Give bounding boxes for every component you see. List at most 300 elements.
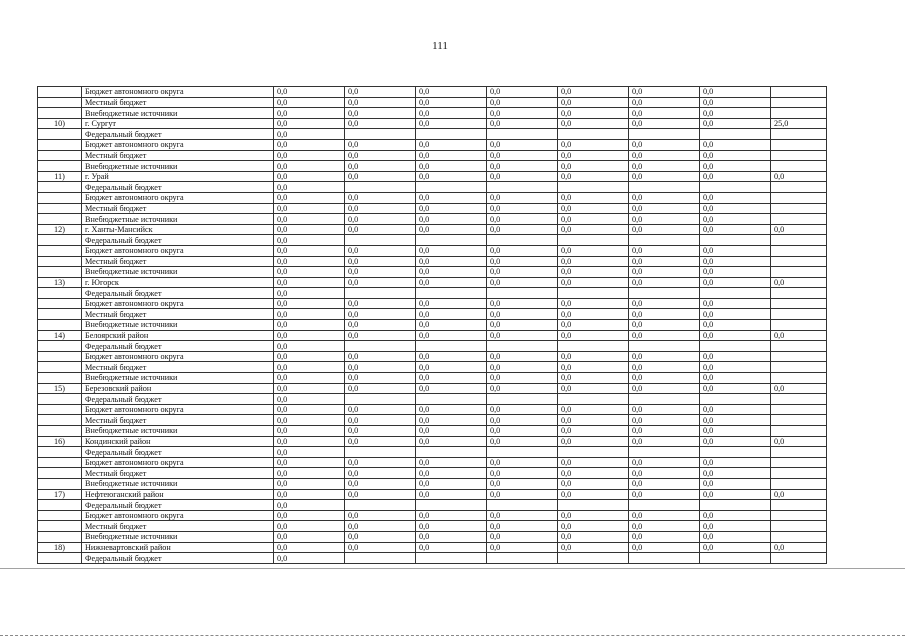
value-cell xyxy=(700,553,771,564)
value-cell: 0,0 xyxy=(345,224,416,235)
table-row xyxy=(38,457,827,468)
row-name: Федеральный бюджет xyxy=(82,129,274,140)
value-cell xyxy=(771,457,827,468)
value-cell xyxy=(771,256,827,267)
table-row xyxy=(38,478,827,489)
value-cell: 0,0 xyxy=(274,447,345,458)
value-cell: 0,0 xyxy=(416,267,487,278)
value-cell: 0,0 xyxy=(274,298,345,309)
value-cell xyxy=(700,394,771,405)
value-cell xyxy=(487,500,558,511)
value-cell xyxy=(629,182,700,193)
value-cell: 0,0 xyxy=(558,383,629,394)
value-cell: 0,0 xyxy=(700,373,771,384)
value-cell: 0,0 xyxy=(345,245,416,256)
value-cell: 0,0 xyxy=(700,468,771,479)
value-cell: 0,0 xyxy=(416,362,487,373)
value-cell: 0,0 xyxy=(700,150,771,161)
row-number: 12) xyxy=(38,224,82,235)
value-cell: 0,0 xyxy=(274,245,345,256)
value-cell: 0,0 xyxy=(416,309,487,320)
value-cell: 0,0 xyxy=(558,457,629,468)
table-row xyxy=(38,214,827,225)
row-name: Внебюджетные источники xyxy=(82,478,274,489)
value-cell: 0,0 xyxy=(700,108,771,119)
value-cell xyxy=(558,341,629,352)
value-cell: 0,0 xyxy=(700,139,771,150)
value-cell: 0,0 xyxy=(558,277,629,288)
value-cell xyxy=(416,447,487,458)
row-name: Внебюджетные источники xyxy=(82,161,274,172)
row-number xyxy=(38,341,82,352)
value-cell: 0,0 xyxy=(274,267,345,278)
table-row-municipality xyxy=(38,489,827,500)
value-cell xyxy=(771,362,827,373)
value-cell: 0,0 xyxy=(700,330,771,341)
value-cell: 0,0 xyxy=(700,203,771,214)
value-cell xyxy=(771,351,827,362)
row-name: Федеральный бюджет xyxy=(82,394,274,405)
value-cell xyxy=(629,235,700,246)
value-cell: 0,0 xyxy=(345,118,416,129)
value-cell: 0,0 xyxy=(416,415,487,426)
value-cell xyxy=(629,394,700,405)
value-cell: 0,0 xyxy=(487,415,558,426)
value-cell xyxy=(558,235,629,246)
row-name: г. Югорск xyxy=(82,277,274,288)
value-cell: 0,0 xyxy=(416,489,487,500)
value-cell: 0,0 xyxy=(629,224,700,235)
row-name: Местный бюджет xyxy=(82,521,274,532)
row-name: Федеральный бюджет xyxy=(82,500,274,511)
value-cell xyxy=(771,298,827,309)
value-cell: 0,0 xyxy=(487,256,558,267)
row-name: Бюджет автономного округа xyxy=(82,404,274,415)
value-cell xyxy=(487,182,558,193)
value-cell xyxy=(771,235,827,246)
table-row xyxy=(38,426,827,437)
value-cell xyxy=(558,129,629,140)
value-cell: 0,0 xyxy=(487,108,558,119)
value-cell: 0,0 xyxy=(274,182,345,193)
value-cell: 0,0 xyxy=(345,192,416,203)
table-row xyxy=(38,235,827,246)
value-cell: 0,0 xyxy=(558,214,629,225)
value-cell xyxy=(345,500,416,511)
value-cell: 0,0 xyxy=(629,351,700,362)
value-cell: 0,0 xyxy=(629,330,700,341)
table-row xyxy=(38,521,827,532)
value-cell: 0,0 xyxy=(629,97,700,108)
row-name: Местный бюджет xyxy=(82,415,274,426)
value-cell: 0,0 xyxy=(416,468,487,479)
value-cell: 0,0 xyxy=(487,161,558,172)
row-number xyxy=(38,235,82,246)
value-cell: 0,0 xyxy=(558,489,629,500)
value-cell: 0,0 xyxy=(274,320,345,331)
value-cell xyxy=(771,108,827,119)
row-number xyxy=(38,108,82,119)
value-cell: 0,0 xyxy=(700,436,771,447)
row-name: Федеральный бюджет xyxy=(82,288,274,299)
row-number xyxy=(38,97,82,108)
value-cell xyxy=(771,415,827,426)
value-cell: 0,0 xyxy=(487,309,558,320)
value-cell xyxy=(771,341,827,352)
value-cell: 0,0 xyxy=(487,214,558,225)
row-name: Бюджет автономного округа xyxy=(82,139,274,150)
value-cell: 0,0 xyxy=(629,298,700,309)
value-cell: 0,0 xyxy=(487,298,558,309)
row-name: г. Ханты-Мансийск xyxy=(82,224,274,235)
value-cell: 0,0 xyxy=(345,214,416,225)
value-cell: 0,0 xyxy=(629,150,700,161)
row-name: Бюджет автономного округа xyxy=(82,87,274,98)
table-row-municipality xyxy=(38,330,827,341)
value-cell: 0,0 xyxy=(416,245,487,256)
value-cell: 0,0 xyxy=(345,309,416,320)
value-cell: 0,0 xyxy=(345,373,416,384)
value-cell: 0,0 xyxy=(416,457,487,468)
value-cell: 0,0 xyxy=(487,224,558,235)
table-row-municipality xyxy=(38,224,827,235)
row-name: Внебюджетные источники xyxy=(82,267,274,278)
table-row xyxy=(38,341,827,352)
value-cell: 0,0 xyxy=(274,235,345,246)
value-cell: 0,0 xyxy=(629,436,700,447)
table-row xyxy=(38,97,827,108)
value-cell: 0,0 xyxy=(345,521,416,532)
row-number xyxy=(38,161,82,172)
row-number: 13) xyxy=(38,277,82,288)
row-name: Бюджет автономного округа xyxy=(82,457,274,468)
table-row xyxy=(38,129,827,140)
value-cell xyxy=(771,478,827,489)
value-cell: 0,0 xyxy=(274,404,345,415)
table-row xyxy=(38,320,827,331)
value-cell xyxy=(487,553,558,564)
value-cell: 0,0 xyxy=(487,150,558,161)
value-cell xyxy=(345,182,416,193)
value-cell: 0,0 xyxy=(416,87,487,98)
value-cell: 0,0 xyxy=(629,214,700,225)
value-cell: 0,0 xyxy=(345,457,416,468)
value-cell: 0,0 xyxy=(274,224,345,235)
value-cell: 0,0 xyxy=(558,108,629,119)
row-number: 10) xyxy=(38,118,82,129)
table-row xyxy=(38,87,827,98)
value-cell xyxy=(487,394,558,405)
value-cell: 0,0 xyxy=(345,478,416,489)
row-name: Внебюджетные источники xyxy=(82,426,274,437)
value-cell: 0,0 xyxy=(771,277,827,288)
value-cell: 0,0 xyxy=(487,245,558,256)
value-cell: 0,0 xyxy=(558,203,629,214)
value-cell: 0,0 xyxy=(629,404,700,415)
value-cell: 0,0 xyxy=(274,394,345,405)
value-cell: 0,0 xyxy=(487,351,558,362)
value-cell: 0,0 xyxy=(771,542,827,553)
value-cell: 0,0 xyxy=(558,161,629,172)
row-name: Бюджет автономного округа xyxy=(82,298,274,309)
row-name: Местный бюджет xyxy=(82,309,274,320)
scan-artifact-edge xyxy=(0,635,905,636)
value-cell: 0,0 xyxy=(558,415,629,426)
row-name: Бюджет автономного округа xyxy=(82,510,274,521)
value-cell: 0,0 xyxy=(274,171,345,182)
value-cell xyxy=(416,341,487,352)
row-name: Федеральный бюджет xyxy=(82,182,274,193)
row-name: Бюджет автономного округа xyxy=(82,245,274,256)
value-cell: 0,0 xyxy=(487,192,558,203)
value-cell: 0,0 xyxy=(700,383,771,394)
value-cell: 0,0 xyxy=(487,373,558,384)
value-cell: 0,0 xyxy=(345,489,416,500)
row-name: Федеральный бюджет xyxy=(82,235,274,246)
value-cell xyxy=(771,553,827,564)
row-name: Местный бюджет xyxy=(82,150,274,161)
value-cell: 0,0 xyxy=(274,108,345,119)
value-cell: 0,0 xyxy=(345,383,416,394)
table-row xyxy=(38,139,827,150)
value-cell: 0,0 xyxy=(700,542,771,553)
value-cell xyxy=(771,192,827,203)
value-cell: 0,0 xyxy=(700,510,771,521)
table-row xyxy=(38,510,827,521)
value-cell: 0,0 xyxy=(274,436,345,447)
page-number: 111 xyxy=(432,40,448,52)
value-cell: 0,0 xyxy=(558,521,629,532)
value-cell: 0,0 xyxy=(416,510,487,521)
table-row xyxy=(38,362,827,373)
value-cell xyxy=(629,288,700,299)
value-cell: 0,0 xyxy=(558,373,629,384)
value-cell: 0,0 xyxy=(487,87,558,98)
value-cell: 0,0 xyxy=(345,542,416,553)
row-name: Федеральный бюджет xyxy=(82,553,274,564)
value-cell: 0,0 xyxy=(345,267,416,278)
value-cell xyxy=(345,341,416,352)
value-cell: 0,0 xyxy=(629,161,700,172)
value-cell: 0,0 xyxy=(700,362,771,373)
value-cell xyxy=(416,394,487,405)
row-name: Внебюджетные источники xyxy=(82,373,274,384)
value-cell xyxy=(487,341,558,352)
value-cell: 0,0 xyxy=(487,139,558,150)
value-cell: 0,0 xyxy=(558,192,629,203)
row-number xyxy=(38,351,82,362)
value-cell: 0,0 xyxy=(629,415,700,426)
row-number: 17) xyxy=(38,489,82,500)
row-number xyxy=(38,288,82,299)
row-number xyxy=(38,373,82,384)
value-cell xyxy=(771,87,827,98)
value-cell xyxy=(487,129,558,140)
value-cell: 0,0 xyxy=(558,531,629,542)
value-cell: 0,0 xyxy=(629,489,700,500)
value-cell: 0,0 xyxy=(274,192,345,203)
value-cell: 0,0 xyxy=(700,118,771,129)
row-name: Нижневартовский район xyxy=(82,542,274,553)
value-cell: 0,0 xyxy=(416,214,487,225)
value-cell: 0,0 xyxy=(487,468,558,479)
value-cell: 0,0 xyxy=(416,478,487,489)
value-cell xyxy=(700,288,771,299)
value-cell: 0,0 xyxy=(558,118,629,129)
value-cell: 0,0 xyxy=(416,298,487,309)
value-cell: 0,0 xyxy=(700,426,771,437)
value-cell: 0,0 xyxy=(345,161,416,172)
value-cell: 0,0 xyxy=(700,404,771,415)
value-cell: 0,0 xyxy=(416,277,487,288)
row-name: Березовский район xyxy=(82,383,274,394)
row-name: Внебюджетные источники xyxy=(82,214,274,225)
value-cell: 0,0 xyxy=(700,309,771,320)
value-cell: 0,0 xyxy=(629,478,700,489)
value-cell: 0,0 xyxy=(558,478,629,489)
value-cell: 0,0 xyxy=(629,245,700,256)
table-row xyxy=(38,415,827,426)
table-row xyxy=(38,150,827,161)
value-cell: 0,0 xyxy=(274,129,345,140)
value-cell: 0,0 xyxy=(274,150,345,161)
row-number xyxy=(38,192,82,203)
value-cell: 0,0 xyxy=(274,362,345,373)
row-name: Внебюджетные источники xyxy=(82,108,274,119)
value-cell: 0,0 xyxy=(629,320,700,331)
value-cell: 0,0 xyxy=(274,542,345,553)
row-name: Нефтеюганский район xyxy=(82,489,274,500)
value-cell: 0,0 xyxy=(274,309,345,320)
value-cell: 0,0 xyxy=(274,468,345,479)
row-number: 11) xyxy=(38,171,82,182)
row-number xyxy=(38,256,82,267)
value-cell xyxy=(771,521,827,532)
value-cell: 0,0 xyxy=(345,426,416,437)
row-name: Федеральный бюджет xyxy=(82,341,274,352)
value-cell: 0,0 xyxy=(700,415,771,426)
value-cell: 0,0 xyxy=(274,510,345,521)
value-cell: 0,0 xyxy=(416,150,487,161)
table-row xyxy=(38,245,827,256)
row-name: Белоярский район xyxy=(82,330,274,341)
value-cell: 0,0 xyxy=(274,97,345,108)
value-cell: 0,0 xyxy=(629,256,700,267)
table-row xyxy=(38,298,827,309)
value-cell: 0,0 xyxy=(700,277,771,288)
value-cell xyxy=(345,394,416,405)
value-cell: 0,0 xyxy=(345,150,416,161)
row-number: 14) xyxy=(38,330,82,341)
value-cell xyxy=(558,182,629,193)
value-cell xyxy=(771,309,827,320)
table-row xyxy=(38,309,827,320)
value-cell: 0,0 xyxy=(558,245,629,256)
value-cell: 0,0 xyxy=(487,542,558,553)
value-cell: 0,0 xyxy=(274,373,345,384)
value-cell: 0,0 xyxy=(274,415,345,426)
value-cell: 0,0 xyxy=(345,531,416,542)
value-cell xyxy=(629,341,700,352)
value-cell: 0,0 xyxy=(487,404,558,415)
table-row xyxy=(38,256,827,267)
value-cell: 0,0 xyxy=(345,277,416,288)
value-cell: 0,0 xyxy=(700,351,771,362)
value-cell: 0,0 xyxy=(487,171,558,182)
value-cell: 0,0 xyxy=(629,171,700,182)
value-cell xyxy=(771,97,827,108)
value-cell xyxy=(771,150,827,161)
value-cell: 0,0 xyxy=(416,171,487,182)
value-cell: 0,0 xyxy=(629,118,700,129)
value-cell: 0,0 xyxy=(274,531,345,542)
value-cell: 0,0 xyxy=(274,256,345,267)
value-cell: 0,0 xyxy=(416,161,487,172)
value-cell: 0,0 xyxy=(771,383,827,394)
value-cell xyxy=(700,129,771,140)
row-name: Внебюджетные источники xyxy=(82,531,274,542)
value-cell: 0,0 xyxy=(487,362,558,373)
table-row xyxy=(38,553,827,564)
value-cell xyxy=(771,161,827,172)
value-cell: 0,0 xyxy=(416,108,487,119)
row-name: Кондинский район xyxy=(82,436,274,447)
value-cell: 0,0 xyxy=(629,542,700,553)
value-cell: 0,0 xyxy=(558,468,629,479)
value-cell: 0,0 xyxy=(558,139,629,150)
table-row xyxy=(38,351,827,362)
value-cell xyxy=(771,214,827,225)
value-cell: 0,0 xyxy=(558,298,629,309)
row-number xyxy=(38,309,82,320)
value-cell: 0,0 xyxy=(345,97,416,108)
value-cell: 0,0 xyxy=(416,118,487,129)
value-cell xyxy=(416,235,487,246)
value-cell xyxy=(345,447,416,458)
value-cell: 0,0 xyxy=(629,521,700,532)
value-cell xyxy=(771,404,827,415)
row-name: Местный бюджет xyxy=(82,203,274,214)
value-cell: 0,0 xyxy=(629,139,700,150)
value-cell xyxy=(345,129,416,140)
value-cell: 0,0 xyxy=(416,351,487,362)
row-name: г. Сургут xyxy=(82,118,274,129)
value-cell: 0,0 xyxy=(558,87,629,98)
value-cell: 0,0 xyxy=(558,267,629,278)
row-name: Внебюджетные источники xyxy=(82,320,274,331)
value-cell: 0,0 xyxy=(487,383,558,394)
value-cell xyxy=(700,500,771,511)
scan-artifact-line xyxy=(0,568,905,569)
row-name: Местный бюджет xyxy=(82,256,274,267)
value-cell: 0,0 xyxy=(416,330,487,341)
row-number xyxy=(38,553,82,564)
value-cell xyxy=(771,394,827,405)
value-cell xyxy=(487,447,558,458)
row-number xyxy=(38,468,82,479)
row-number xyxy=(38,203,82,214)
value-cell: 0,0 xyxy=(274,478,345,489)
table-row xyxy=(38,108,827,119)
value-cell: 0,0 xyxy=(416,256,487,267)
value-cell: 0,0 xyxy=(700,457,771,468)
value-cell: 0,0 xyxy=(629,192,700,203)
value-cell: 0,0 xyxy=(345,139,416,150)
value-cell: 0,0 xyxy=(487,436,558,447)
row-number xyxy=(38,447,82,458)
value-cell: 0,0 xyxy=(345,351,416,362)
value-cell xyxy=(771,203,827,214)
